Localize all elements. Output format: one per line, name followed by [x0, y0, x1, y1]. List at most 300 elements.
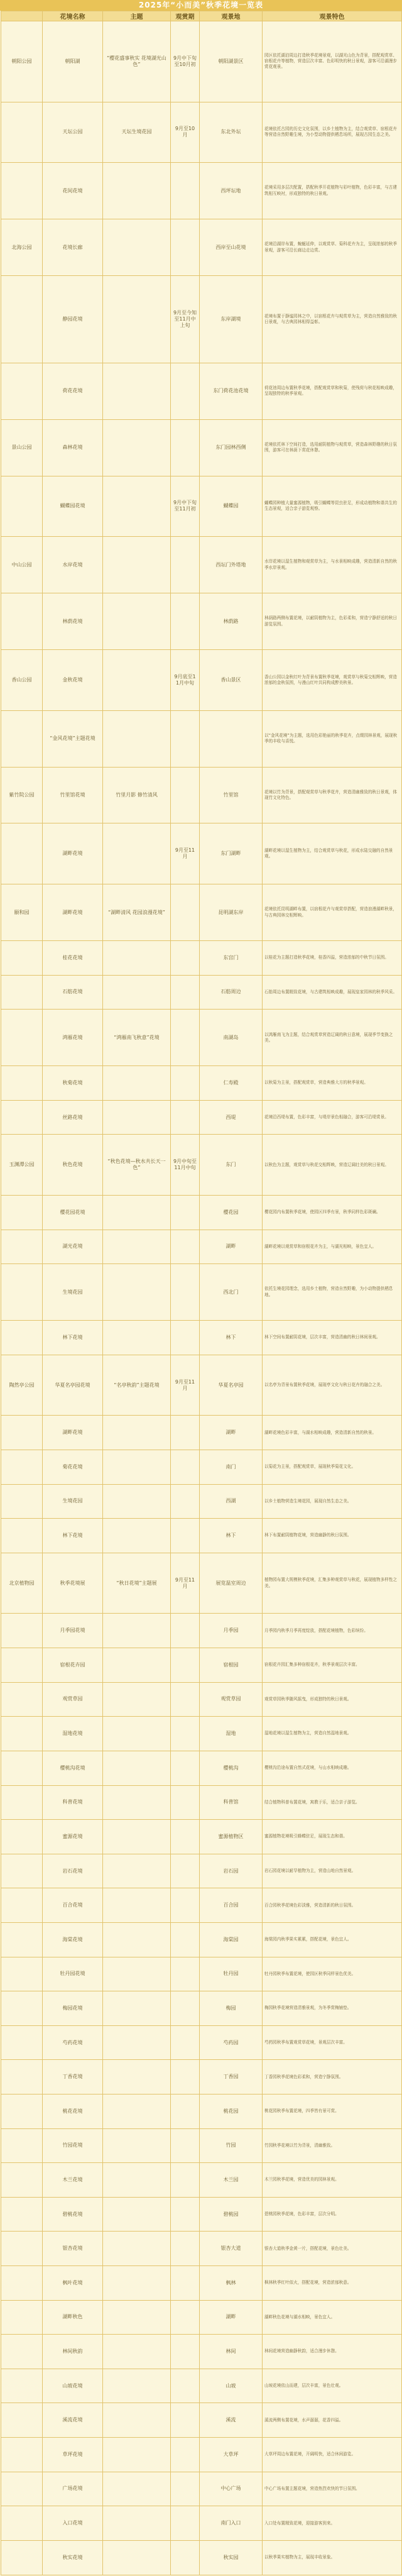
cell-place: 东北外坛: [200, 102, 263, 163]
cell-theme: “湖畔清风 花园浪漫花境”: [103, 884, 171, 941]
cell-place: 东门: [200, 1135, 263, 1196]
table-row: [1, 2025, 402, 2060]
cell-season: [171, 767, 200, 823]
cell-site: [1, 2300, 43, 2335]
cell-name: 桃花花境: [43, 2094, 103, 2128]
cell-season: [171, 1682, 200, 1717]
cell-theme: [103, 1066, 171, 1101]
cell-season: [171, 1230, 200, 1264]
cell-name: 丝路花境: [43, 1100, 103, 1135]
cell-desc: 蝴蝶园种植大量蜜源植物，吸引蝴蝶等昆虫驻足，形成动植物和谐共生的生态景观，适合亲子游览观察。: [263, 476, 402, 537]
table-header-row: [1, 11, 402, 21]
cell-season: [171, 593, 200, 650]
table-row: [1, 593, 402, 650]
cell-theme: 天坛生境花园: [103, 102, 171, 163]
cell-name: 湿地花境: [43, 1717, 103, 1751]
cell-place: 南门入口: [200, 2506, 263, 2541]
cell-place: 西岸至山花境: [200, 219, 263, 276]
cell-site: 北京植物园: [1, 1553, 43, 1614]
cell-name: 湖畔秋色: [43, 2300, 103, 2335]
cell-theme: “樱花盛事秋实 花境湖光山色”: [103, 21, 171, 102]
cell-theme: [103, 537, 171, 593]
cell-desc: 湿地花境以湿生植物为主，营造自然湿地景观。: [263, 1717, 402, 1751]
cell-name: 生境花园: [43, 1264, 103, 1321]
table-row: [1, 1648, 402, 1683]
cell-place: 展览温室周边: [200, 1553, 263, 1614]
cell-theme: [103, 710, 171, 767]
cell-name: 荷花花境: [43, 363, 103, 419]
cell-name: 水岸花境: [43, 537, 103, 593]
cell-site: 玉渊潭公园: [1, 1135, 43, 1196]
cell-name: 湖畔花境: [43, 884, 103, 941]
cell-site: [1, 1854, 43, 1888]
cell-theme: [103, 2197, 171, 2232]
cell-place: 溪流: [200, 2403, 263, 2438]
cell-site: [1, 1682, 43, 1717]
cell-name: 桂花花境: [43, 941, 103, 976]
cell-theme: [103, 2403, 171, 2438]
cell-theme: [103, 219, 171, 276]
cell-theme: [103, 1717, 171, 1751]
table-row: [1, 1888, 402, 1923]
cell-site: 中山公园: [1, 537, 43, 593]
table-row: [1, 1820, 402, 1854]
cell-name: 花境长廊: [43, 219, 103, 276]
table-row: [1, 363, 402, 419]
table-row: [1, 1991, 402, 2026]
cell-theme: [103, 419, 171, 476]
cell-name: 月季园花境: [43, 1614, 103, 1648]
cell-season: [171, 2369, 200, 2403]
cell-name: 湖畔花境: [43, 823, 103, 884]
cell-season: [171, 2472, 200, 2506]
cell-desc: 樱花园内布置秋季花境，使园区四季有景，秋季同样色彩斑斓。: [263, 1196, 402, 1230]
flower-border-table: [1, 11, 402, 2575]
cell-season: [171, 1264, 200, 1321]
cell-site: 北海公园: [1, 219, 43, 276]
cell-site: [1, 1230, 43, 1264]
cell-place: 东岸湖境: [200, 276, 263, 363]
cell-site: [1, 1922, 43, 1957]
cell-name: 林荫花境: [43, 593, 103, 650]
cell-season: [171, 2506, 200, 2541]
cell-name: 朝阳湖: [43, 21, 103, 102]
table-row: [1, 163, 402, 219]
cell-site: [1, 1066, 43, 1101]
cell-name: 秋实花境: [43, 2540, 103, 2575]
cell-desc: 樱桃沟沿途布置自然式花境，与山水相映成趣。: [263, 1751, 402, 1785]
cell-theme: [103, 2300, 171, 2335]
cell-place: 南湖岛: [200, 1010, 263, 1066]
table-row: [1, 102, 402, 163]
cell-season: [171, 1991, 200, 2026]
cell-site: 紫竹院公园: [1, 767, 43, 823]
cell-name: 蜜源花境: [43, 1820, 103, 1854]
cell-season: [171, 2232, 200, 2266]
cell-site: [1, 2128, 43, 2163]
cell-theme: [103, 1648, 171, 1683]
cell-desc: 观赏草园秋季随风摇曳，形成独特的秋日景观。: [263, 1682, 402, 1717]
cell-season: [171, 1648, 200, 1683]
cell-theme: [103, 2540, 171, 2575]
cell-site: [1, 941, 43, 976]
cell-site: [1, 823, 43, 884]
cell-place: 竹园: [200, 2128, 263, 2163]
table-row: [1, 1066, 402, 1101]
cell-theme: [103, 1100, 171, 1135]
cell-place: 丁香园: [200, 2060, 263, 2094]
cell-desc: 蜜源植物花境吸引蜂蝶驻足，展现生态和谐。: [263, 1820, 402, 1854]
cell-place: 林荫路: [200, 593, 263, 650]
cell-name: 海棠花境: [43, 1922, 103, 1957]
cell-site: [1, 1751, 43, 1785]
cell-place: 西湖: [200, 1484, 263, 1519]
table-row: [1, 2369, 402, 2403]
table-row: [1, 941, 402, 976]
cell-theme: [103, 2128, 171, 2163]
table-row: [1, 1785, 402, 1820]
table-row: [1, 823, 402, 884]
cell-name: 樱桃沟花境: [43, 1751, 103, 1785]
cell-site: [1, 1321, 43, 1355]
cell-site: [1, 1785, 43, 1820]
cell-season: [171, 975, 200, 1010]
cell-desc: 丁香园秋季花境色彩柔和，营造宁静氛围。: [263, 2060, 402, 2094]
table-row: [1, 1854, 402, 1888]
cell-desc: 竹园秋季花境以竹为背景，清幽雅致。: [263, 2128, 402, 2163]
table-row: [1, 1957, 402, 1991]
cell-site: 香山公园: [1, 650, 43, 711]
table-row: [1, 1010, 402, 1066]
cell-desc: 林荫路两侧布置花境，以耐阴植物为主，色彩柔和，营造宁静舒适的秋日游览氛围。: [263, 593, 402, 650]
cell-theme: [103, 1820, 171, 1854]
cell-season: [171, 163, 200, 219]
header-theme: 主题: [103, 11, 171, 21]
cell-desc: 植物园布置大规模秋季花境，汇集多种观赏草与秋花，展现植物多样性之美。: [263, 1553, 402, 1614]
cell-theme: [103, 593, 171, 650]
cell-theme: [103, 1751, 171, 1785]
cell-site: [1, 1484, 43, 1519]
table-row: [1, 2128, 402, 2163]
cell-name: 木兰花境: [43, 2163, 103, 2198]
cell-theme: 竹里月影 修竹清风: [103, 767, 171, 823]
cell-place: 樱花园: [200, 1196, 263, 1230]
table-row: [1, 2335, 402, 2369]
cell-desc: 以秋菊为主景，搭配观赏草，营造典雅大方的秋季景观。: [263, 1066, 402, 1101]
cell-theme: [103, 2335, 171, 2369]
cell-season: [171, 1820, 200, 1854]
cell-name: 广场花境: [43, 2472, 103, 2506]
cell-site: [1, 2403, 43, 2438]
cell-site: [1, 1717, 43, 1751]
cell-season: [171, 1751, 200, 1785]
cell-season: [171, 1450, 200, 1485]
cell-name: 金秋花境: [43, 650, 103, 711]
cell-name: 枫叶花境: [43, 2266, 103, 2301]
cell-theme: [103, 276, 171, 363]
cell-theme: [103, 1957, 171, 1991]
table-row: [1, 1519, 402, 1553]
cell-name: 林间秋韵: [43, 2335, 103, 2369]
cell-theme: [103, 1450, 171, 1485]
cell-desc: 中心广场布置主题花境，营造热烈欢快的节日氛围。: [263, 2472, 402, 2506]
cell-desc: 结合植物科普布置花境，寓教于乐，适合亲子游览。: [263, 1785, 402, 1820]
cell-place: 牡丹园: [200, 1957, 263, 1991]
cell-site: [1, 163, 43, 219]
cell-place: 湖畔: [200, 1230, 263, 1264]
cell-place: 竹里馆: [200, 767, 263, 823]
cell-theme: [103, 2232, 171, 2266]
cell-place: 枫林: [200, 2266, 263, 2301]
cell-theme: “名亭秋韵”主题花境: [103, 1355, 171, 1416]
cell-name: 竹里馆花境: [43, 767, 103, 823]
cell-season: [171, 2128, 200, 2163]
header-desc: 观景特色: [263, 11, 402, 21]
cell-desc: 湖畔花境以湿生植物为主，结合观赏草与秋花，形成水陆交融的自然景观。: [263, 823, 402, 884]
table-row: [1, 1553, 402, 1614]
cell-desc: 园区依托湖泊周边打造秋季花境景观，以湖光山色为背景，搭配观赏草、宿根花卉等植物，营造层次丰富、色彩明快的秋日景观，游客可沿湖漫步赏花观景。: [263, 21, 402, 102]
cell-theme: [103, 476, 171, 537]
cell-site: [1, 1991, 43, 2026]
cell-place: 百合园: [200, 1888, 263, 1923]
cell-desc: 荷花池周边布置秋季花境，搭配观赏草和秋菊，使残荷与秋花相映成趣，呈现独特的秋季景观。: [263, 363, 402, 419]
cell-season: 9月中旬至11月中旬: [171, 1135, 200, 1196]
cell-name: 百合花境: [43, 1888, 103, 1923]
cell-season: [171, 1717, 200, 1751]
table-row: [1, 2094, 402, 2128]
cell-desc: 月季园内秋季月季再度绽放，搭配花境植物，色彩缤纷。: [263, 1614, 402, 1648]
table-row: [1, 1264, 402, 1321]
cell-theme: [103, 2266, 171, 2301]
cell-place: 湖畔: [200, 2300, 263, 2335]
table-row: [1, 2266, 402, 2301]
table-row: [1, 1416, 402, 1450]
cell-season: [171, 884, 200, 941]
cell-theme: [103, 2163, 171, 2198]
cell-name: 草坪花境: [43, 2438, 103, 2472]
table-row: [1, 1100, 402, 1135]
table-row: [1, 419, 402, 476]
cell-place: 仁寿殿: [200, 1066, 263, 1101]
cell-name: 湖畔花境: [43, 1416, 103, 1450]
cell-site: [1, 2060, 43, 2094]
cell-place: 桃花园: [200, 2094, 263, 2128]
cell-season: [171, 1888, 200, 1923]
cell-place: 林间: [200, 2335, 263, 2369]
cell-desc: 以“金风花境”为主题，选用色彩艳丽的秋季花卉，点缀园林景观，展现秋季的丰收与喜悦。: [263, 710, 402, 767]
cell-name: “金风花境”主题花境: [43, 710, 103, 767]
cell-name: 银杏花境: [43, 2232, 103, 2266]
cell-desc: 香山公园以金秋红叶为背景布置秋季花境，观赏草与秋菊交相辉映，营造浓郁的金秋氛围，与漫山红叶共同构成醉美秋景。: [263, 650, 402, 711]
cell-season: [171, 1321, 200, 1355]
table-row: [1, 1135, 402, 1196]
cell-place: 大草坪: [200, 2438, 263, 2472]
cell-desc: 林下空间布置耐阴花境，层次丰富，营造清幽的秋日林间景观。: [263, 1321, 402, 1355]
cell-place: 月季园: [200, 1614, 263, 1648]
cell-season: [171, 1785, 200, 1820]
cell-place: 碧桃园: [200, 2197, 263, 2232]
cell-season: [171, 2094, 200, 2128]
cell-place: 梅园: [200, 1991, 263, 2026]
cell-name: 牡丹园花境: [43, 1957, 103, 1991]
table-row: [1, 2506, 402, 2541]
cell-desc: 湖畔花境以观赏草和宿根花卉为主，与湖光相映，景色宜人。: [263, 1230, 402, 1264]
cell-desc: 山坡花境依山而建，层次丰富，景色壮观。: [263, 2369, 402, 2403]
cell-site: [1, 2094, 43, 2128]
cell-season: [171, 2025, 200, 2060]
cell-desc: 木兰园秋季花境，营造优美的园林景观。: [263, 2163, 402, 2198]
cell-theme: [103, 1991, 171, 2026]
cell-name: 梅园花境: [43, 1991, 103, 2026]
cell-name: 静园花境: [43, 276, 103, 363]
table-row: [1, 767, 402, 823]
cell-desc: 以名亭为背景布置秋季花境，展现亭文化与秋日花卉的融合之美。: [263, 1355, 402, 1416]
cell-name: 蝴蝶园花境: [43, 476, 103, 537]
table-row: [1, 1717, 402, 1751]
cell-place: 蜜源植物区: [200, 1820, 263, 1854]
cell-season: 9月至11月: [171, 823, 200, 884]
cell-theme: [103, 1196, 171, 1230]
cell-theme: [103, 2438, 171, 2472]
cell-season: 9月底至11月中旬: [171, 650, 200, 711]
cell-desc: 梅园秋季花境营造清雅景观，为冬季赏梅铺垫。: [263, 1991, 402, 2026]
cell-site: [1, 2472, 43, 2506]
cell-theme: [103, 941, 171, 976]
cell-place: 西北门: [200, 1264, 263, 1321]
cell-desc: 花境以竹为背景，搭配观赏草与秋季花卉，营造清幽雅致的秋日景观，体现竹文化特色。: [263, 767, 402, 823]
cell-place: [200, 710, 263, 767]
cell-season: [171, 2266, 200, 2301]
cell-season: [171, 2060, 200, 2094]
cell-season: [171, 1066, 200, 1101]
cell-season: [171, 1957, 200, 1991]
cell-name: 丁香花境: [43, 2060, 103, 2094]
table-row: [1, 1321, 402, 1355]
table-row: [1, 1484, 402, 1519]
table-row: [1, 1450, 402, 1485]
cell-desc: 湖畔秋色花境与湖水相映，景色宜人。: [263, 2300, 402, 2335]
header-name: 花境名称: [43, 11, 103, 21]
page-title: 2025年“小而美”秋季花境一览表: [0, 0, 402, 11]
table-row: [1, 537, 402, 593]
cell-desc: 以菊花为主景，搭配观赏草，展现秋季菊花文化。: [263, 1450, 402, 1485]
cell-theme: [103, 1230, 171, 1264]
cell-place: 湖畔: [200, 1416, 263, 1450]
cell-season: [171, 1416, 200, 1450]
header-site: [1, 11, 43, 21]
cell-season: 9月中下旬至11月初: [171, 476, 200, 537]
table-row: [1, 710, 402, 767]
cell-season: [171, 1519, 200, 1553]
cell-season: [171, 1196, 200, 1230]
cell-site: [1, 2438, 43, 2472]
cell-season: [171, 1100, 200, 1135]
cell-site: [1, 710, 43, 767]
cell-desc: 牡丹园秋季布置花境，使园区秋季同样景色优美。: [263, 1957, 402, 1991]
cell-name: 科普花境: [43, 1785, 103, 1820]
cell-desc: 溪流两侧布置花境，水声潺潺，花香四溢。: [263, 2403, 402, 2438]
cell-desc: 芍药园秋季布置观赏草花境，景观层次丰富。: [263, 2025, 402, 2060]
table-row: [1, 2540, 402, 2575]
cell-site: [1, 2540, 43, 2575]
table-row: [1, 884, 402, 941]
cell-place: 东门荷花池花境: [200, 363, 263, 419]
cell-desc: 大草坪周边布置花境，开阔明快，适合休闲游览。: [263, 2438, 402, 2472]
cell-season: [171, 2300, 200, 2335]
cell-site: [1, 2369, 43, 2403]
cell-desc: 花境沿湖岸布置，蜿蜒延伸，以观赏草、菊科花卉为主，呈现浓郁的秋季景观，游客可沿长廊边走边赏。: [263, 219, 402, 276]
cell-season: [171, 419, 200, 476]
cell-site: 颐和园: [1, 884, 43, 941]
cell-name: 芍药花境: [43, 2025, 103, 2060]
cell-name: 入口花境: [43, 2506, 103, 2541]
cell-site: [1, 1957, 43, 1991]
header-place: 观景地: [200, 11, 263, 21]
cell-season: [171, 2335, 200, 2369]
cell-season: [171, 219, 200, 276]
cell-name: 花间花境: [43, 163, 103, 219]
cell-name: 秋菊花境: [43, 1066, 103, 1101]
table-row: [1, 1196, 402, 1230]
cell-place: 岩石园: [200, 1854, 263, 1888]
cell-desc: 花境沿西堤布置，色彩丰富，与堤岸景色相融合，游客可沿堤赏景。: [263, 1100, 402, 1135]
cell-theme: [103, 2369, 171, 2403]
cell-desc: 百合园秋季花境色彩淡雅，营造清新的秋日氛围。: [263, 1888, 402, 1923]
cell-season: [171, 2403, 200, 2438]
cell-site: [1, 1416, 43, 1450]
table-row: [1, 1230, 402, 1264]
cell-place: 湿地: [200, 1717, 263, 1751]
cell-site: [1, 2266, 43, 2301]
cell-season: [171, 2197, 200, 2232]
cell-theme: [103, 1264, 171, 1321]
cell-place: 华夏名亭园: [200, 1355, 263, 1416]
cell-theme: [103, 2060, 171, 2094]
cell-season: [171, 1484, 200, 1519]
cell-desc: 花境依托昆明湖畔布置，以宿根花卉与观赏草搭配，营造浪漫湖畔秋景，与古典园林交相辉映。: [263, 884, 402, 941]
cell-season: [171, 941, 200, 976]
table-row: [1, 476, 402, 537]
cell-site: [1, 1196, 43, 1230]
cell-name: 溪流花境: [43, 2403, 103, 2438]
cell-theme: [103, 163, 171, 219]
cell-place: 香山景区: [200, 650, 263, 711]
cell-place: 东宫门: [200, 941, 263, 976]
cell-place: 观赏草园: [200, 1682, 263, 1717]
cell-season: [171, 1614, 200, 1648]
cell-season: 9月至11月: [171, 1355, 200, 1416]
table-row: [1, 2060, 402, 2094]
cell-site: [1, 2335, 43, 2369]
cell-place: 西坪坛地: [200, 163, 263, 219]
cell-desc: 以乡土植物营造生境花园，展现自然生态之美。: [263, 1484, 402, 1519]
cell-theme: [103, 1416, 171, 1450]
cell-desc: 花境布置于静谧园林之中，以宿根花卉与观赏草为主，营造自然雅致的秋日景观，与古典园林相得益彰。: [263, 276, 402, 363]
cell-place: 东门湖畔: [200, 823, 263, 884]
cell-site: 景山公园: [1, 419, 43, 476]
cell-place: 海棠园: [200, 1922, 263, 1957]
cell-theme: [103, 1888, 171, 1923]
cell-site: [1, 1648, 43, 1683]
cell-place: 蝴蝶园: [200, 476, 263, 537]
cell-desc: 水岸花境以湿生植物和观赏草为主，与水景相映成趣，营造清新自然的秋季水岸景观。: [263, 537, 402, 593]
cell-place: 石舫周边: [200, 975, 263, 1010]
cell-name: 秋季花境展: [43, 1553, 103, 1614]
cell-site: [1, 1519, 43, 1553]
cell-desc: 银杏大道秋季金黄一片，搭配花境，景色壮美。: [263, 2232, 402, 2266]
cell-season: [171, 1010, 200, 1066]
cell-season: 9月至10月: [171, 102, 200, 163]
